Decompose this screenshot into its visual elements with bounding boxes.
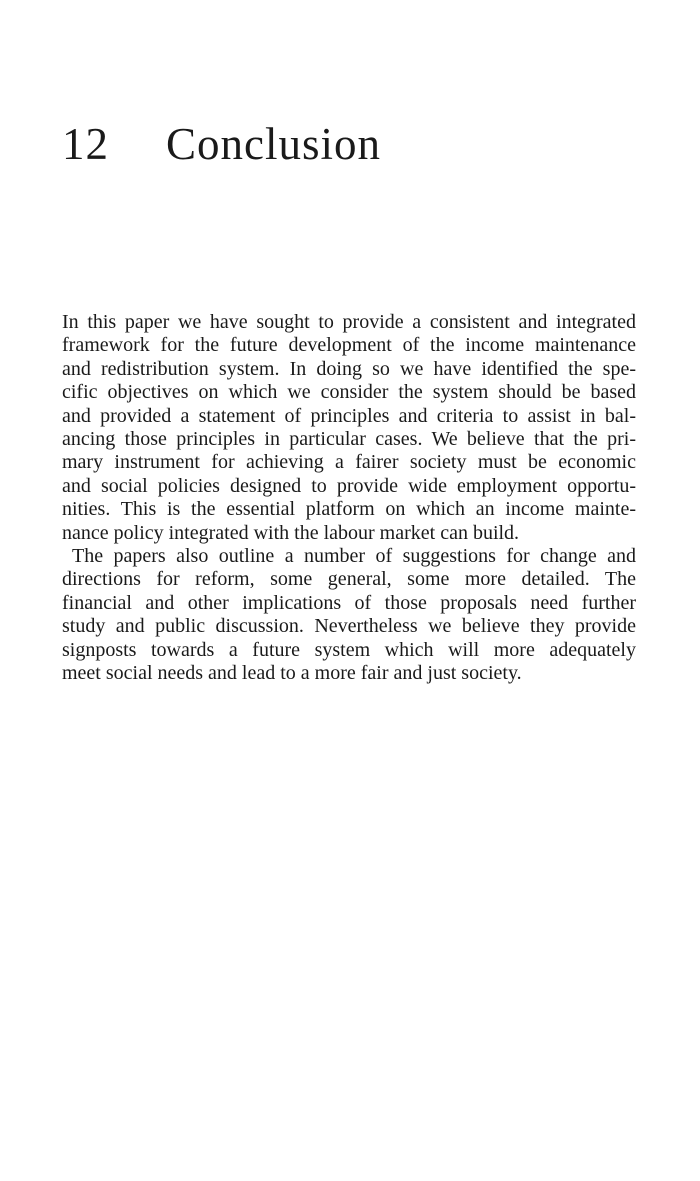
text-line: nance policy integrated with the labour market can build.: [62, 521, 520, 544]
body-text: [62, 311, 636, 686]
chapter-number: 12: [62, 119, 109, 169]
text-line: and redistribution system. In doing so we have identified the spe-: [62, 357, 636, 380]
text-line: signposts towards a future system which will more adequately: [62, 638, 636, 661]
text-line: nities. This is the essential platform on which an income mainte-: [62, 498, 636, 521]
text-line: financial and other implications of those proposals need further: [62, 591, 636, 614]
text-line: cific objectives on which we consider the system should be based: [62, 381, 636, 404]
text-line: mary instrument for achieving a fairer society must be economic: [62, 451, 636, 474]
text-line: directions for reform, some general, some more detailed. The: [62, 568, 636, 591]
text-line: In this paper we have sought to provide a consistent and integrated: [62, 311, 636, 333]
paragraph-2: [62, 545, 636, 685]
paragraph-1: [62, 311, 636, 545]
text-line: The papers also outline a number of suggestions for change and: [72, 545, 636, 568]
text-line: study and public discussion. Nevertheless we believe they provide: [62, 615, 636, 638]
text-line: and social policies designed to provide wide employment opportu-: [62, 474, 636, 497]
text-line: framework for the future development of the income maintenance: [62, 334, 636, 357]
text-line: and provided a statement of principles and criteria to assist in bal-: [62, 404, 636, 427]
chapter-heading: [62, 112, 381, 176]
chapter-title: Conclusion: [166, 119, 382, 169]
text-line: meet social needs and lead to a more fair and just society.: [62, 662, 522, 685]
text-line: ancing those principles in particular cases. We believe that the pri-: [62, 428, 636, 451]
